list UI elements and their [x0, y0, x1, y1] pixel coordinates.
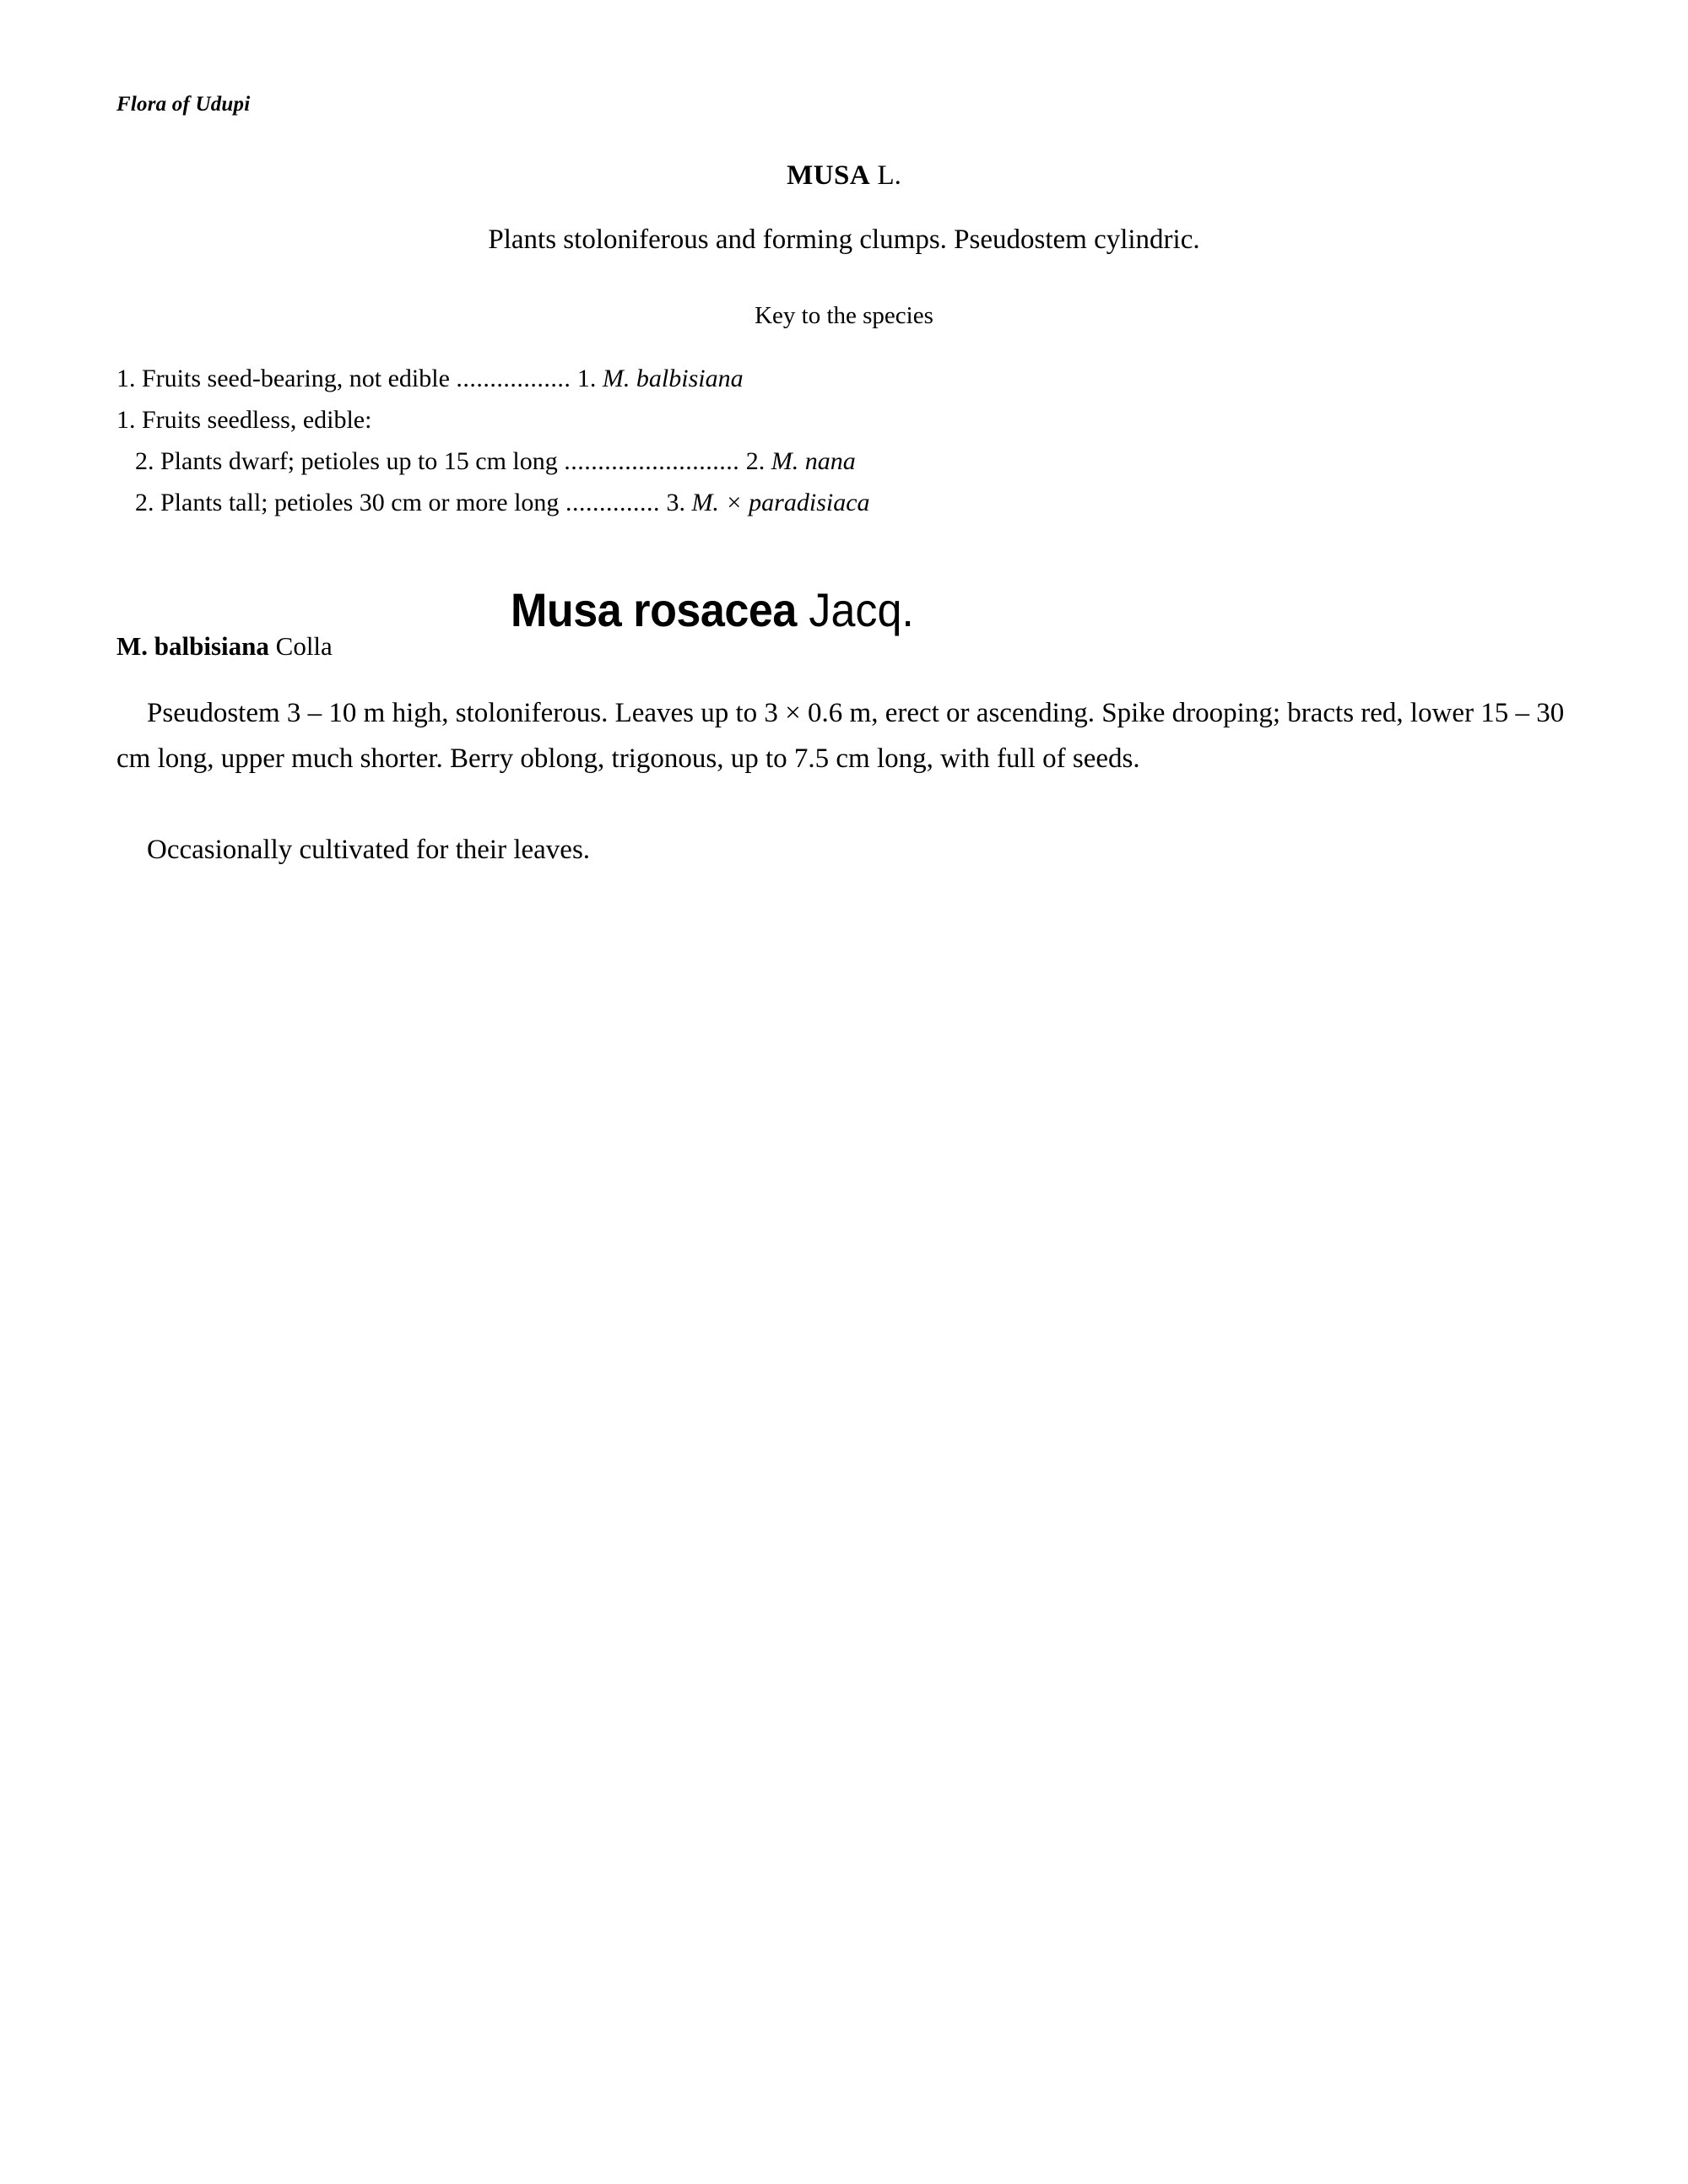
- key-line-number: 1.: [571, 365, 603, 392]
- genus-name: MUSA: [787, 160, 871, 191]
- accepted-name-heading: [116, 631, 333, 662]
- paragraph-text: Occasionally cultivated for their leaves.: [147, 835, 591, 865]
- paragraph-text: Pseudostem 3 – 10 m high, stoloniferous. Leaves up to 3 × 0.6 m, erect or ascending. Spike drooping; bracts red, lower 15 – 30 cm long, upper much shorter. Berry oblong, trigonous, up to 7.5 cm long, with full of seeds.: [116, 698, 1565, 774]
- species-banner-heading: [511, 583, 914, 636]
- genus-author: L.: [877, 160, 901, 191]
- key-line-suffix: × paradisiaca: [718, 489, 870, 516]
- key-line-leader: ..........................: [564, 447, 740, 475]
- key-line-leader: ..............: [565, 489, 660, 516]
- key-block: [116, 358, 1604, 523]
- genus-description: Plants stoloniferous and forming clumps. Pseudostem cylindric.: [488, 224, 1200, 255]
- accepted-name-name: M. balbisiana: [116, 631, 269, 661]
- key-line-lead: 1. Fruits seed-bearing, not edible: [116, 365, 457, 392]
- key-line-leader: .................: [456, 365, 571, 392]
- key-line-number: 2.: [739, 447, 771, 475]
- species-notes-paragraph: [116, 827, 1572, 873]
- key-line: [116, 482, 1604, 523]
- key-line-taxon: M.: [691, 489, 719, 516]
- key-heading: Key to the species: [755, 302, 933, 329]
- species-banner-name: Musa rosacea: [511, 583, 797, 636]
- key-line: [116, 399, 1604, 441]
- species-banner-author: Jacq.: [809, 583, 914, 636]
- key-line: [116, 441, 1604, 482]
- key-line-lead: 2. Plants tall; petioles 30 cm or more long: [135, 489, 565, 516]
- accepted-name-author: Colla: [275, 631, 333, 661]
- key-line-lead: 2. Plants dwarf; petioles up to 15 cm long: [135, 447, 565, 475]
- species-description-paragraph: [116, 690, 1572, 781]
- running-head: Flora of Udupi: [116, 93, 251, 116]
- key-line-taxon: M. balbisiana: [602, 365, 744, 392]
- key-line: [116, 358, 1604, 399]
- key-line-number: 3.: [659, 489, 692, 516]
- key-line-lead: 1. Fruits seedless, edible:: [116, 406, 372, 434]
- key-line-taxon: M. nana: [771, 447, 856, 475]
- genus-heading: [0, 160, 1688, 191]
